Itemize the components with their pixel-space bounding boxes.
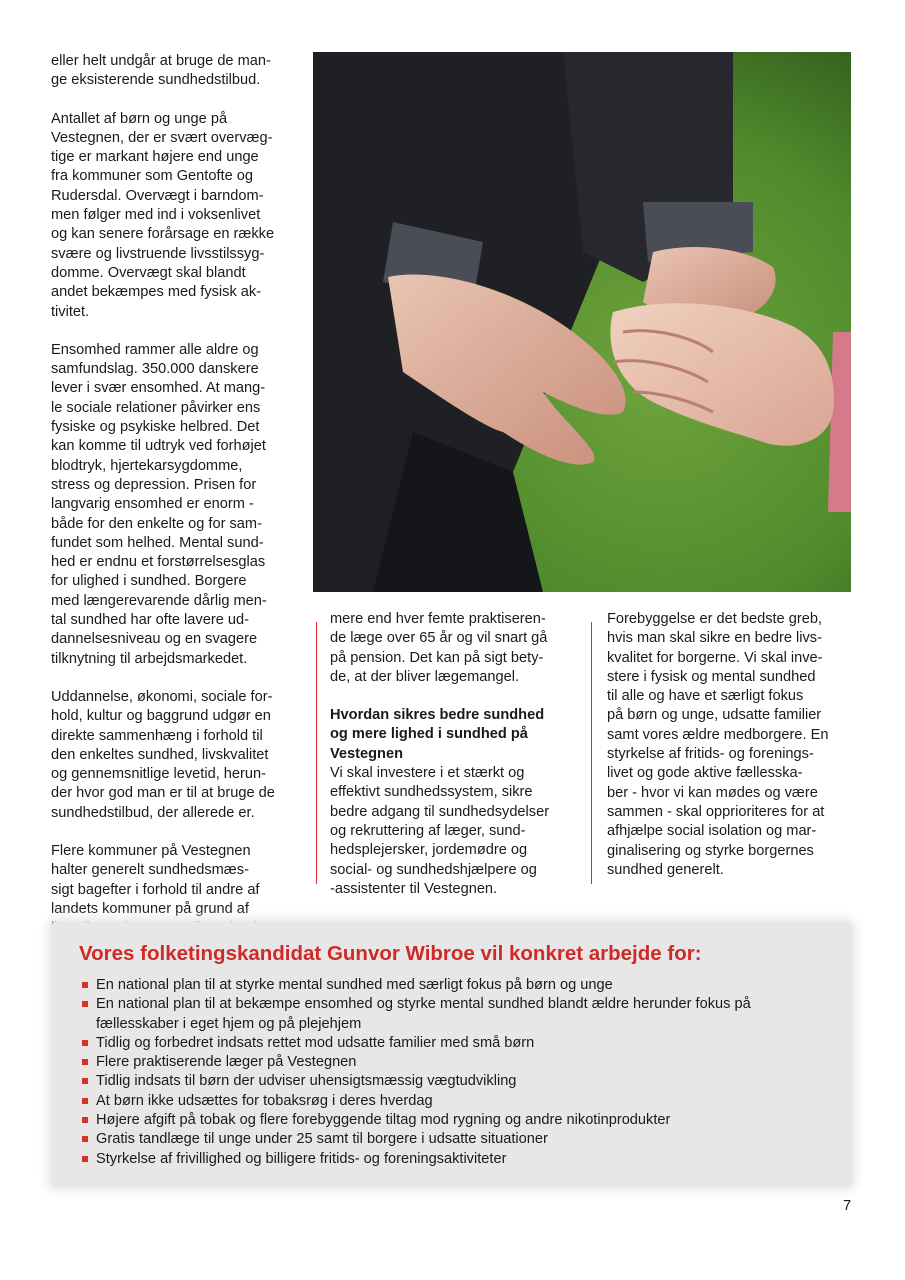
paragraph: Flere kommuner på Vestegnen halter generelt sundhedsmæs- sigt bagefter i forhold til andre af landets kommuner på grund af: [51, 842, 260, 917]
list-item: Højere afgift på tobak og flere forebyggende tiltag mod rygning og andre nikotinprodukter: [81, 1111, 831, 1130]
column-divider: [316, 622, 317, 884]
paragraph: Vi skal investere i et stærkt og effektivt sundhedssystem, sikre bedre adgang til sundhedsydelser og rekruttering af læger, sund- hedsplejersker, jordemødre og social- og sundhedshjælpere og -assistenter til Vestegnen.: [330, 765, 550, 897]
list-item: En national plan til at bekæmpe ensomhed og styrke mental sundhed blandt ældre herunder fokus på fællesskaber i eget hjem og på plejehjem: [81, 995, 831, 1034]
list-item: At børn ikke udsættes for tobaksrøg i deres hverdag: [81, 1092, 831, 1111]
highlight-box: [51, 922, 852, 1187]
paragraph: Ensomhed rammer alle aldre og samfundslag. 350.000 danskere lever i svær ensomhed. At mang- le sociale relationer påvirker ens fysiske og psykiske helbred. Det kan komme til udtryk ved forhøjet blodtryk, hjertekarsygdomme, stress og depression. Prisen for langvarig ensomhed er enorm - både for den enkelte og for sam- fundet som helhed. Mental sund- hed er endnu et forstørrelsesglas for ulighed i sundhed. Borgere med længerevarende dårlig men- tal sundhed har ofte lavere ud- dannelsesniveau og en svagere tilknytning til arbejdsmarkedet.: [51, 341, 267, 667]
left-column: [51, 52, 313, 957]
box-title: Vores folketingskandidat Gunvor Wibroe vil konkret arbejde for:: [79, 942, 702, 965]
list-item: Tidlig indsats til børn der udviser uhensigtsmæssig vægtudvikling: [81, 1072, 831, 1091]
middle-column: [330, 610, 586, 918]
list-item: Styrkelse af frivillighed og billigere fritids- og foreningsaktiviteter: [81, 1150, 831, 1169]
hands-photo: [313, 52, 851, 592]
list-item: Gratis tandlæge til unge under 25 samt til borgere i udsatte situationer: [81, 1130, 831, 1149]
paragraph: Uddannelse, økonomi, sociale for- hold, kultur og baggrund udgør en direkte sammenhæng i forhold til den enkeltes sundhed, livskvalitet og gennemsnitlige levetid, herun- der hvor god man er til at bruge de sundhedstilbud, der allerede er.: [51, 688, 275, 821]
list-item: Flere praktiserende læger på Vestegnen: [81, 1053, 831, 1072]
paragraph: Antallet af børn og unge på Vestegnen, der er svært overvæg- tige er markant højere end unge fra kommuner som Gentofte og Rudersdal. Overvægt i barndom- men følger med ind i voksenlivet og kan senere forårsage en række svære og livstruende livsstilssyg- domme. Overvægt skal blandt andet bekæmpes med fysisk ak- tivitet.: [51, 110, 275, 320]
section-heading: Hvordan sikres bedre sundhed og mere lighed i sundhed på Vestegnen: [330, 707, 545, 762]
paragraph: eller helt undgår at bruge de man- ge eksisterende sundhedstilbud.: [51, 53, 271, 89]
commitment-list: [81, 976, 831, 1169]
list-item: Tidlig og forbedret indsats rettet mod udsatte familier med små børn: [81, 1034, 831, 1053]
hands-photo-illustration: [313, 52, 851, 592]
list-item: En national plan til at styrke mental sundhed med særligt fokus på børn og unge: [81, 976, 831, 995]
paragraph: mere end hver femte praktiseren- de læge over 65 år og vil snart gå på pension. Det kan på sigt bety- de, at der bliver lægemangel.: [330, 611, 548, 685]
page-number: 7: [843, 1198, 852, 1214]
right-column: [607, 610, 852, 899]
paragraph: Forebyggelse er det bedste greb, hvis man skal sikre en bedre livs- kvalitet for borgerne. Vi skal inve- stere i fysisk og mental sundhed til alle og have et særligt fokus på børn og unge, udsatte familier samt vores ældre medborgere. En styrkelse af fritids- og forenings- livet og gode aktive fællesska- ber - hvor vi kan mødes og være sammen - skal opprioriteres for at afhjælpe social isolation og mar- ginalisering og styrke borgernes sundhed generelt.: [607, 611, 829, 878]
column-divider: [591, 622, 592, 884]
